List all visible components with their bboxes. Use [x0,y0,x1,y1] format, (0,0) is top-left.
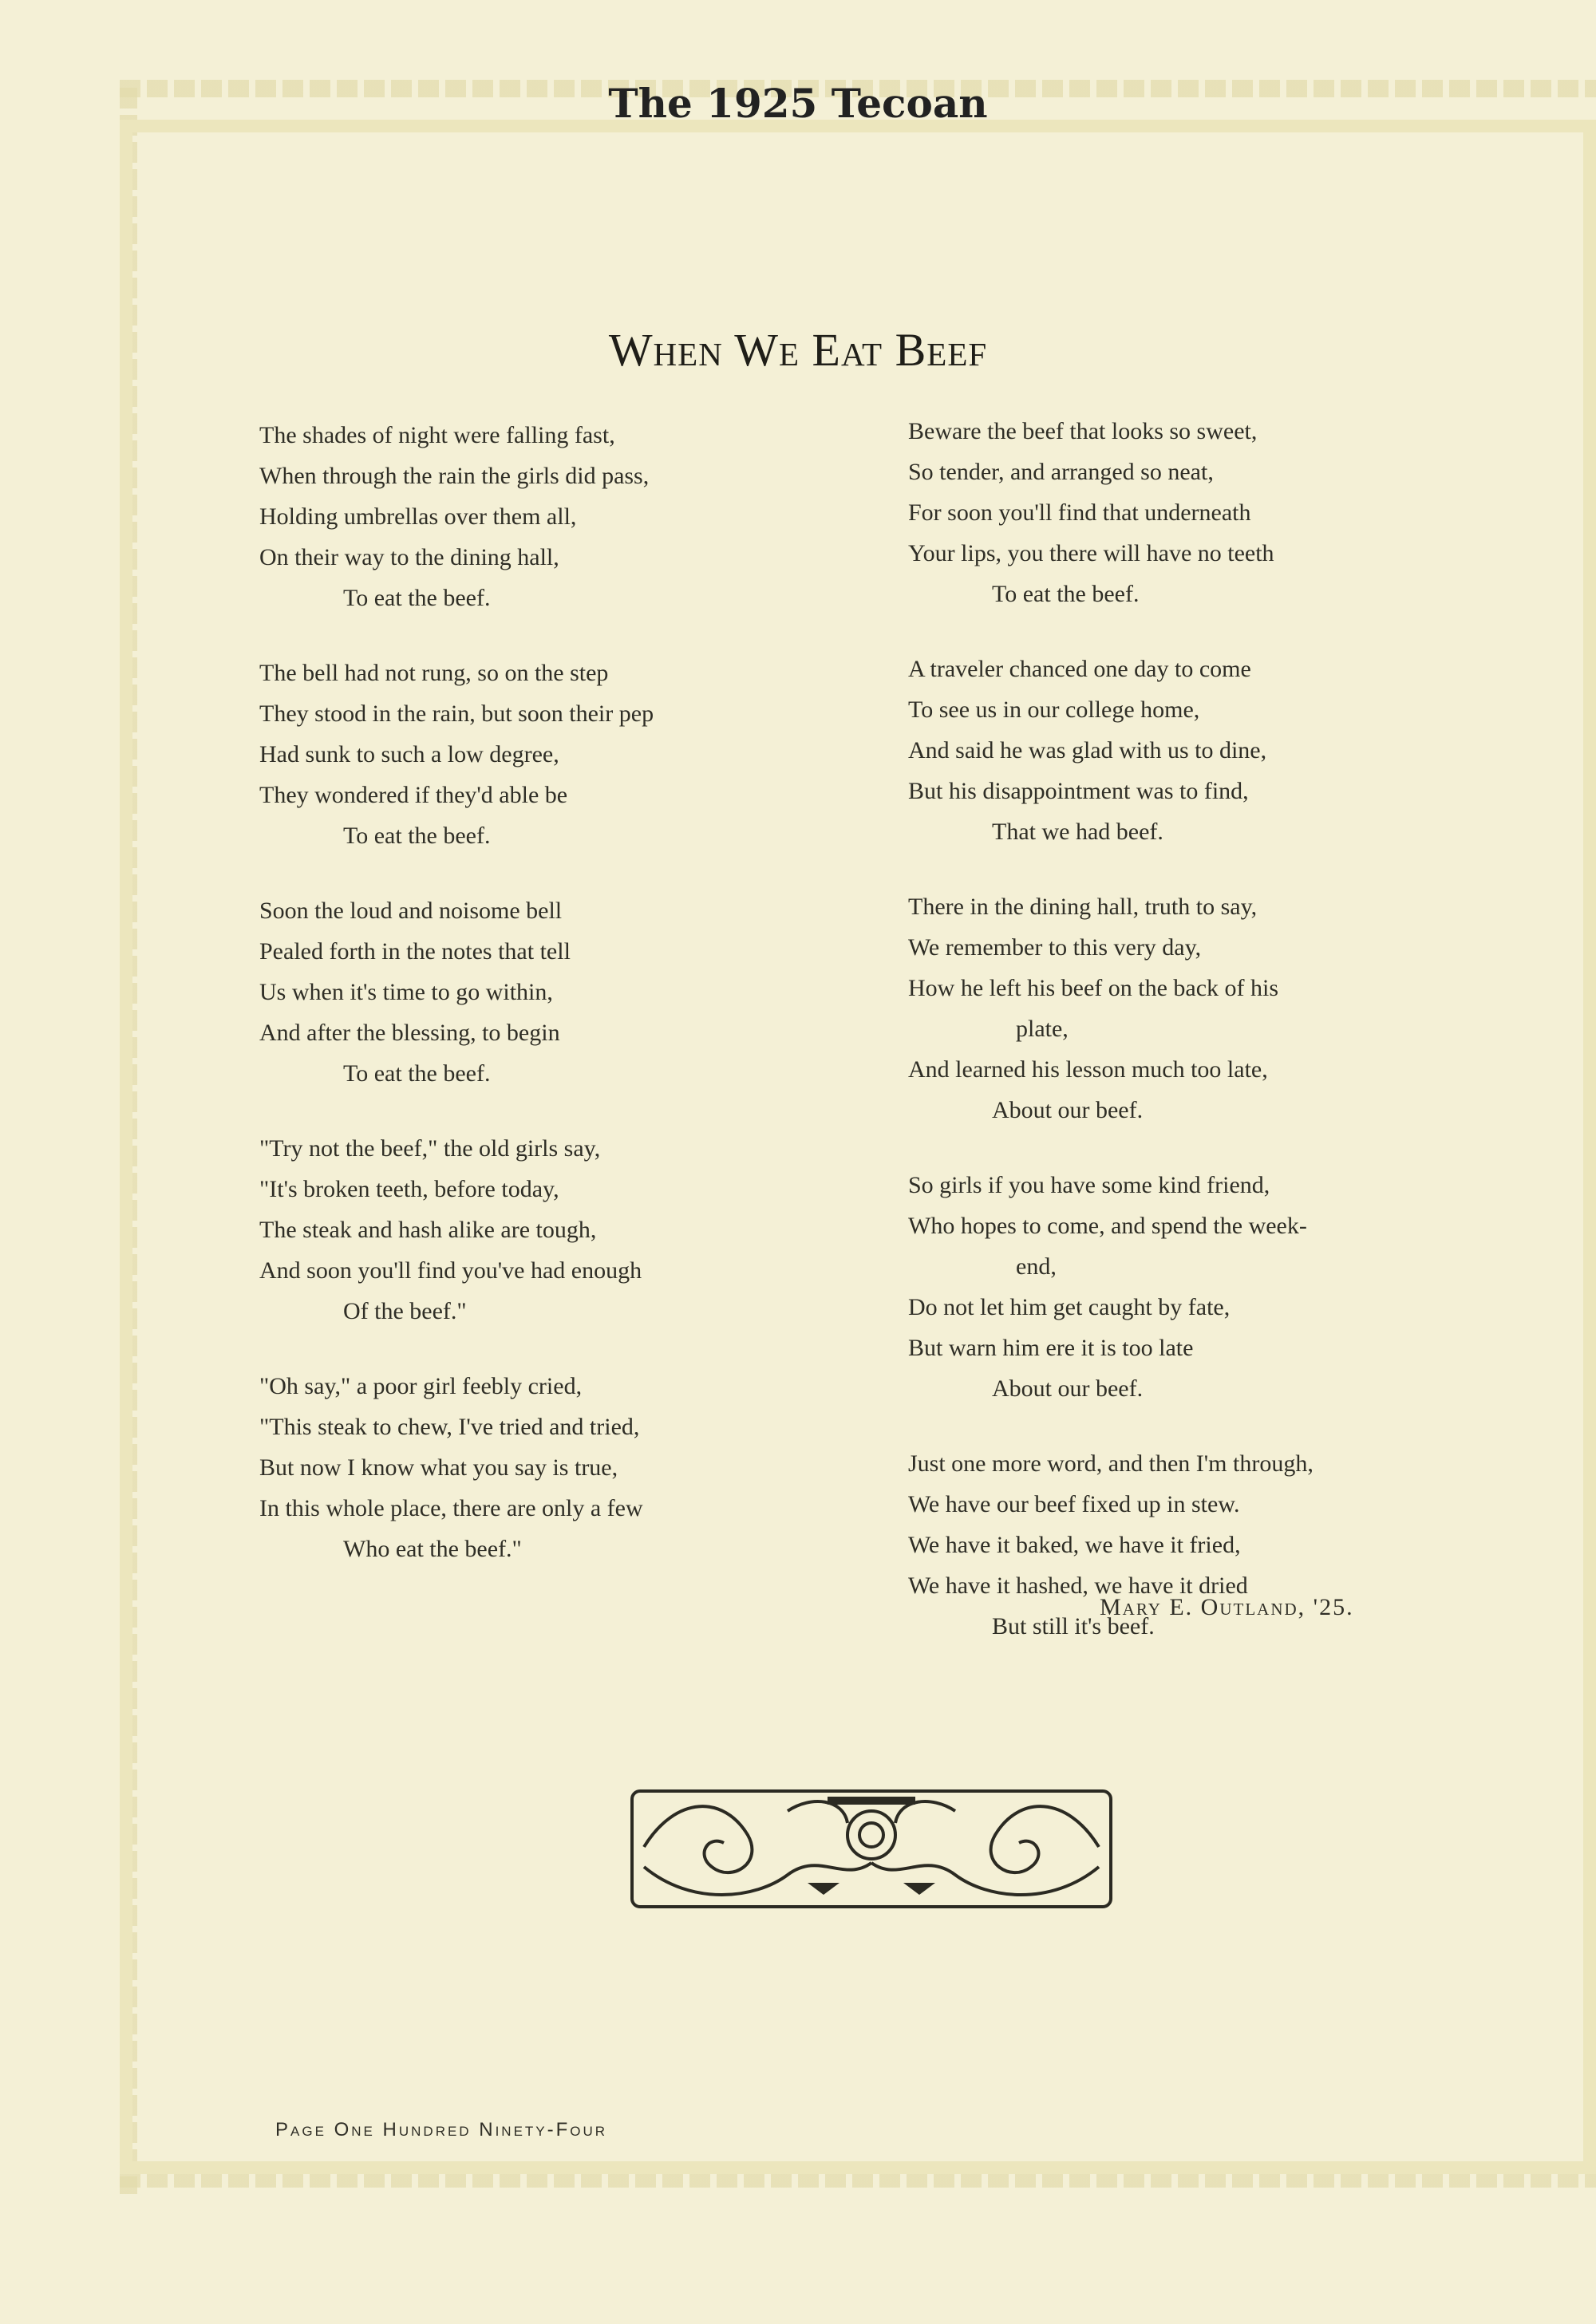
poem-line: Had sunk to such a low degree, [259,741,559,767]
poem-line: "It's broken teeth, before today, [259,1176,559,1202]
poem-line: We remember to this very day, [908,934,1202,961]
poem-line: But now I know what you say is true, [259,1454,618,1481]
poem-line: "Try not the beef," the old girls say, [259,1135,601,1162]
stanza [259,1128,866,1332]
poem-refrain: To eat the beef. [343,823,491,849]
poem-line: A traveler chanced one day to come [908,656,1251,682]
poem-line: Do not let him get caught by fate, [908,1294,1231,1320]
poem-line: Just one more word, and then I'm through, [908,1450,1314,1477]
poem-line: Beware the beef that looks so sweet, [908,418,1258,444]
poem-line: But his disappointment was to find, [908,778,1249,804]
poem-refrain: To eat the beef. [343,585,491,611]
stanza [908,1165,1515,1409]
poem-line-continuation: plate, [1016,1016,1069,1042]
poem-refrain: To eat the beef. [992,581,1140,607]
poem-line: In this whole place, there are only a few [259,1495,643,1521]
poem-line: There in the dining hall, truth to say, [908,894,1258,920]
poem-line: But warn him ere it is too late [908,1335,1194,1361]
poem-refrain: About our beef. [992,1375,1144,1402]
poem-refrain: To eat the beef. [343,1060,491,1087]
poem-line: The bell had not rung, so on the step [259,660,609,686]
poem-line: So girls if you have some kind friend, [908,1172,1270,1198]
poem-refrain: That we had beef. [992,819,1163,845]
poem-line: When through the rain the girls did pass, [259,463,650,489]
poem-line: "Oh say," a poor girl feebly cried, [259,1373,583,1399]
poem-right-column [908,411,1515,1681]
poem-refrain: But still it's beef. [992,1613,1155,1639]
poem-refrain: Who eat the beef." [343,1536,522,1562]
poem-line: The shades of night were falling fast, [259,422,615,448]
poem-line: And soon you'll find you've had enough [259,1257,642,1284]
poem-line: They wondered if they'd able be [259,782,568,808]
poem-line: We have it baked, we have it fried, [908,1532,1241,1558]
poem-left-column [259,415,866,1604]
poem-line: Us when it's time to go within, [259,979,553,1005]
poem-line: And said he was glad with us to dine, [908,737,1267,763]
scroll-ornament-icon [628,1787,1115,1911]
poem-title: When We Eat Beef [608,324,988,376]
stanza [259,890,866,1094]
poem-line: "This steak to chew, I've tried and tried, [259,1414,640,1440]
poem-line: The steak and hash alike are tough, [259,1217,597,1243]
poem-refrain: Of the beef." [343,1298,467,1324]
poem-line: How he left his beef on the back of his [908,975,1279,1001]
stanza [908,411,1515,614]
poem-line: We have it hashed, we have it dried [908,1572,1248,1599]
poem-line-continuation: end, [1016,1253,1057,1280]
poem-line: So tender, and arranged so neat, [908,459,1214,485]
poem-line: Soon the loud and noisome bell [259,898,563,924]
stanza [259,1366,866,1569]
poem-line: Pealed forth in the notes that tell [259,938,571,965]
poem-line: Holding umbrellas over them all, [259,503,577,530]
page-number: Page One Hundred Ninety-Four [275,2119,608,2141]
poem-line: On their way to the dining hall, [259,544,559,570]
poem-line: Your lips, you there will have no teeth [908,540,1274,566]
poem-line: We have our beef fixed up in stew. [908,1491,1240,1517]
yearbook-header: The 1925 Tecoan [608,80,988,127]
poem-line: And after the blessing, to begin [259,1020,560,1046]
stanza [259,653,866,856]
stanza [908,886,1515,1130]
poem-line: And learned his lesson much too late, [908,1056,1268,1083]
poem-line: To see us in our college home, [908,696,1200,723]
stanza [259,415,866,618]
poem-line: They stood in the rain, but soon their pep [259,700,654,727]
poem-refrain: About our beef. [992,1097,1144,1123]
poem-line: For soon you'll find that underneath [908,499,1251,526]
stanza [908,649,1515,852]
poem-author: Mary E. Outland, '25. [1100,1594,1354,1620]
poem-line: Who hopes to come, and spend the week- [908,1213,1307,1239]
